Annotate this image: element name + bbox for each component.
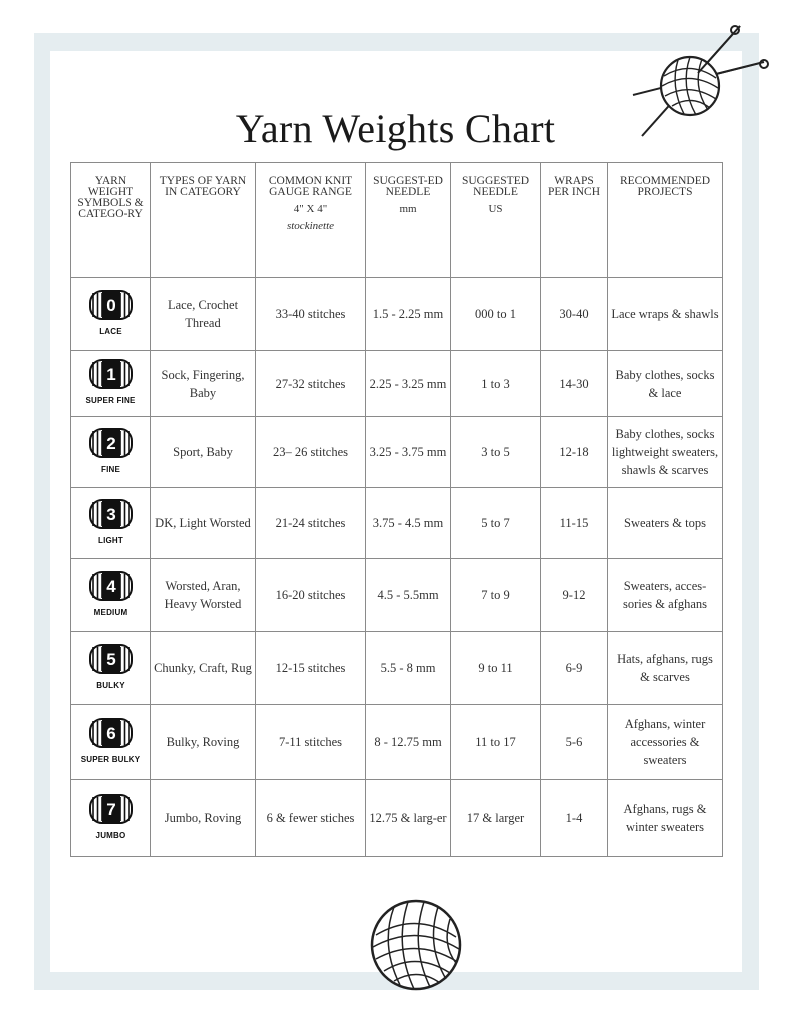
yarn-skein-icon — [88, 642, 134, 676]
header-projects-text: RECOMMENDED PROJECTS — [619, 175, 711, 198]
yarn-weight-symbol-5 — [80, 642, 142, 695]
cell-symbol — [71, 351, 151, 417]
cell-symbol — [71, 559, 151, 632]
header-types-text: TYPES OF YARN IN CATEGORY — [159, 175, 247, 198]
yarn-skein-icon — [88, 792, 134, 826]
header-row — [71, 163, 723, 278]
cell-types: Worsted, Aran, Heavy Worsted — [151, 559, 256, 632]
header-gauge-note: stockinette — [286, 220, 335, 232]
yarn-weight-number: 2 — [105, 433, 116, 453]
cell-needle-mm: 3.75 - 4.5 mm — [366, 488, 451, 559]
cell-gauge: 16-20 stitches — [256, 559, 366, 632]
yarn-weight-symbol-2 — [80, 426, 142, 479]
yarn-weight-number: 7 — [105, 799, 116, 819]
cell-needle-mm: 1.5 - 2.25 mm — [366, 278, 451, 351]
cell-wraps: 5-6 — [541, 705, 608, 780]
header-needle-us — [451, 163, 541, 278]
header-needle-mm-text: SUGGEST-ED NEEDLE — [373, 175, 443, 198]
cell-projects: Afghans, winter accessories & sweaters — [608, 705, 723, 780]
yarn-weight-category: SUPER BULKY — [80, 754, 141, 764]
yarn-weight-category: SUPER FINE — [85, 396, 136, 405]
cell-needle-mm: 12.75 & larg-er — [366, 780, 451, 857]
table-row — [71, 351, 723, 417]
cell-needle-us: 000 to 1 — [451, 278, 541, 351]
cell-projects: Sweaters, acces-sories & afghans — [608, 559, 723, 632]
yarn-weight-category: MEDIUM — [93, 607, 128, 617]
cell-needle-us: 7 to 9 — [451, 559, 541, 632]
table-row — [71, 559, 723, 632]
header-wraps-text: WRAPS PER INCH — [547, 175, 601, 198]
cell-symbol — [71, 780, 151, 857]
yarn-weight-symbol-4 — [80, 569, 142, 622]
cell-wraps: 9-12 — [541, 559, 608, 632]
cell-wraps: 11-15 — [541, 488, 608, 559]
cell-types: Sport, Baby — [151, 417, 256, 488]
table-row — [71, 417, 723, 488]
cell-needle-mm: 3.25 - 3.75 mm — [366, 417, 451, 488]
cell-needle-us: 9 to 11 — [451, 632, 541, 705]
yarn-weight-number: 1 — [105, 365, 116, 384]
page-title: Yarn Weights Chart — [235, 106, 556, 151]
cell-types: DK, Light Worsted — [151, 488, 256, 559]
cell-symbol — [71, 278, 151, 351]
yarn-ball-icon — [366, 897, 466, 996]
cell-symbol — [71, 705, 151, 780]
cell-gauge: 23– 26 stitches — [256, 417, 366, 488]
yarn-weight-symbol-7 — [80, 792, 142, 845]
header-symbols-text: YARN WEIGHT SYMBOLS & CATEGO-RY — [77, 175, 144, 220]
cell-symbol — [71, 417, 151, 488]
cell-symbol — [71, 632, 151, 705]
yarn-skein-icon — [88, 497, 134, 531]
yarn-skein-icon — [88, 288, 134, 322]
cell-projects: Baby clothes, socks lightweight sweaters, shawls & scarves — [608, 417, 723, 488]
cell-wraps: 14-30 — [541, 351, 608, 417]
yarn-skein-icon — [88, 569, 134, 603]
yarn-weight-number: 4 — [105, 576, 116, 596]
cell-gauge: 27-32 stitches — [256, 351, 366, 417]
header-needle-us-text: SUGGESTED NEEDLE — [461, 175, 530, 198]
cell-gauge: 33-40 stitches — [256, 278, 366, 351]
yarn-skein-icon — [88, 716, 134, 750]
yarn-skein-icon — [88, 357, 134, 391]
yarn-weight-number: 0 — [105, 295, 116, 315]
cell-projects: Afghans, rugs & winter sweaters — [608, 780, 723, 857]
cell-needle-mm: 4.5 - 5.5mm — [366, 559, 451, 632]
cell-symbol — [71, 488, 151, 559]
cell-needle-mm: 5.5 - 8 mm — [366, 632, 451, 705]
table-row — [71, 780, 723, 857]
cell-types: Bulky, Roving — [151, 705, 256, 780]
cell-gauge: 6 & fewer stiches — [256, 780, 366, 857]
yarn-weight-number: 6 — [105, 723, 116, 743]
cell-wraps: 30-40 — [541, 278, 608, 351]
yarn-weight-symbol-0 — [80, 288, 142, 341]
yarn-weight-symbol-1 — [80, 357, 142, 410]
cell-needle-us: 1 to 3 — [451, 351, 541, 417]
yarn-weight-number: 3 — [105, 504, 116, 524]
cell-gauge: 12-15 stitches — [256, 632, 366, 705]
cell-types: Jumbo, Roving — [151, 780, 256, 857]
cell-projects: Lace wraps & shawls — [608, 278, 723, 351]
yarn-weight-category: LIGHT — [98, 535, 123, 545]
header-symbols — [71, 163, 151, 278]
header-gauge-size: 4" X 4" — [293, 203, 328, 215]
cell-needle-us: 5 to 7 — [451, 488, 541, 559]
cell-types: Sock, Fingering, Baby — [151, 351, 256, 417]
cell-gauge: 21-24 stitches — [256, 488, 366, 559]
yarn-weight-number: 5 — [105, 649, 116, 669]
cell-wraps: 12-18 — [541, 417, 608, 488]
cell-types: Lace, Crochet Thread — [151, 278, 256, 351]
yarn-weight-symbol-3 — [80, 497, 142, 550]
yarn-skein-icon — [88, 426, 134, 460]
yarn-weight-symbol-6 — [80, 716, 142, 769]
cell-projects: Baby clothes, socks & lace — [608, 351, 723, 417]
cell-projects: Hats, afghans, rugs & scarves — [608, 632, 723, 705]
header-needle-mm — [366, 163, 451, 278]
header-needle-mm-unit: mm — [399, 203, 417, 215]
cell-needle-us: 3 to 5 — [451, 417, 541, 488]
cell-needle-mm: 2.25 - 3.25 mm — [366, 351, 451, 417]
table-row — [71, 632, 723, 705]
cell-wraps: 6-9 — [541, 632, 608, 705]
cell-needle-us: 11 to 17 — [451, 705, 541, 780]
yarn-weight-category: BULKY — [96, 680, 125, 690]
header-gauge — [256, 163, 366, 278]
yarn-weight-category: LACE — [99, 326, 122, 336]
header-types — [151, 163, 256, 278]
cell-gauge: 7-11 stitches — [256, 705, 366, 780]
table-row — [71, 488, 723, 559]
cell-types: Chunky, Craft, Rug — [151, 632, 256, 705]
yarn-weight-category: FINE — [100, 464, 121, 474]
cell-wraps: 1-4 — [541, 780, 608, 857]
cell-projects: Sweaters & tops — [608, 488, 723, 559]
yarn-weight-category: JUMBO — [95, 830, 126, 840]
table-body — [71, 278, 723, 857]
table-row — [71, 705, 723, 780]
cell-needle-us: 17 & larger — [451, 780, 541, 857]
header-projects — [608, 163, 723, 278]
table-row — [71, 278, 723, 351]
header-gauge-text: COMMON KNIT GAUGE RANGE — [268, 175, 353, 198]
header-needle-us-unit: US — [488, 203, 503, 215]
yarn-weights-table — [70, 162, 723, 857]
cell-needle-mm: 8 - 12.75 mm — [366, 705, 451, 780]
header-wraps — [541, 163, 608, 278]
